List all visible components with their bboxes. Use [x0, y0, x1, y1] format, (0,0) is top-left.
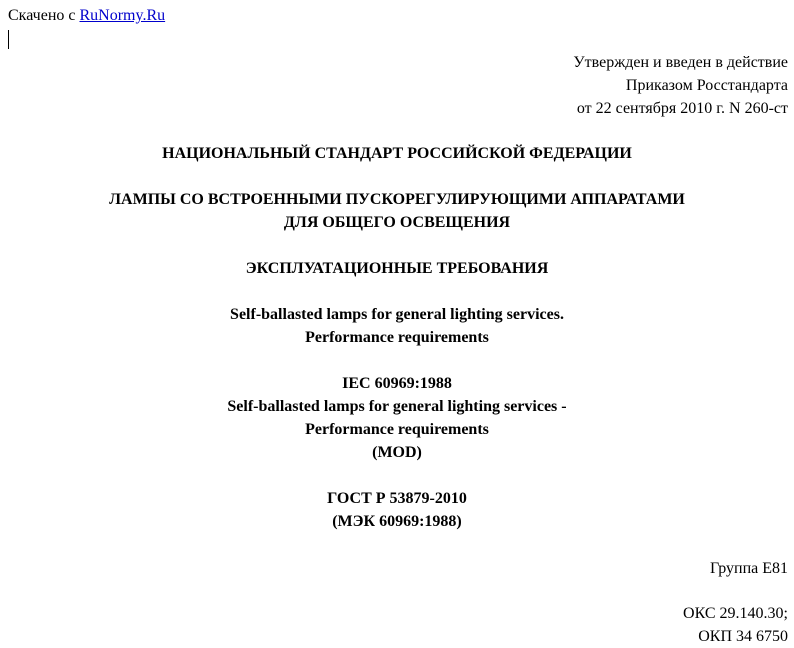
oks-code: ОКС 29.140.30;: [683, 605, 788, 622]
requirements-heading: [0, 257, 794, 280]
group-block: [710, 557, 788, 580]
approval-block: [573, 51, 788, 120]
iec-number: IEC 60969:1988: [342, 375, 452, 392]
iec-title-line-1: Self-ballasted lamps for general lighting services -: [227, 398, 567, 415]
approval-line-3: от 22 сентября 2010 г. N 260-ст: [576, 100, 788, 117]
title-russian-line-2: ДЛЯ ОБЩЕГО ОСВЕЩЕНИЯ: [283, 214, 511, 231]
gost-number: ГОСТ Р 53879-2010: [327, 490, 467, 507]
title-russian-line-1: ЛАМПЫ СО ВСТРОЕННЫМИ ПУСКОРЕГУЛИРУЮЩИМИ АППАРАТАМИ: [109, 191, 685, 208]
approval-line-2: Приказом Росстандарта: [625, 77, 788, 94]
iec-reference-block: [0, 372, 794, 464]
text-cursor: [8, 30, 9, 49]
title-english: [0, 303, 794, 349]
iec-title-line-2: Performance requirements: [305, 421, 489, 438]
gost-iec-ref: (МЭК 60969:1988): [332, 513, 462, 530]
national-standard-text: НАЦИОНАЛЬНЫЙ СТАНДАРТ РОССИЙСКОЙ ФЕДЕРАЦИИ: [162, 145, 632, 162]
approval-line-1: Утвержден и введен в действие: [573, 54, 788, 71]
iec-mod: (MOD): [372, 444, 422, 461]
classification-codes: [683, 602, 788, 648]
group-code: Группа Е81: [709, 560, 788, 577]
source-prefix: Скачено с: [8, 7, 80, 24]
source-link[interactable]: RuNormy.Ru: [79, 7, 166, 24]
title-russian: [0, 188, 794, 234]
title-english-line-2: Performance requirements: [305, 329, 489, 346]
gost-block: [0, 487, 794, 533]
source-line: [8, 6, 165, 26]
national-standard-heading: [0, 142, 794, 165]
requirements-text: ЭКСПЛУАТАЦИОННЫЕ ТРЕБОВАНИЯ: [245, 260, 549, 277]
okp-code: ОКП 34 6750: [698, 628, 788, 645]
title-english-line-1: Self-ballasted lamps for general lighting services.: [230, 306, 564, 323]
